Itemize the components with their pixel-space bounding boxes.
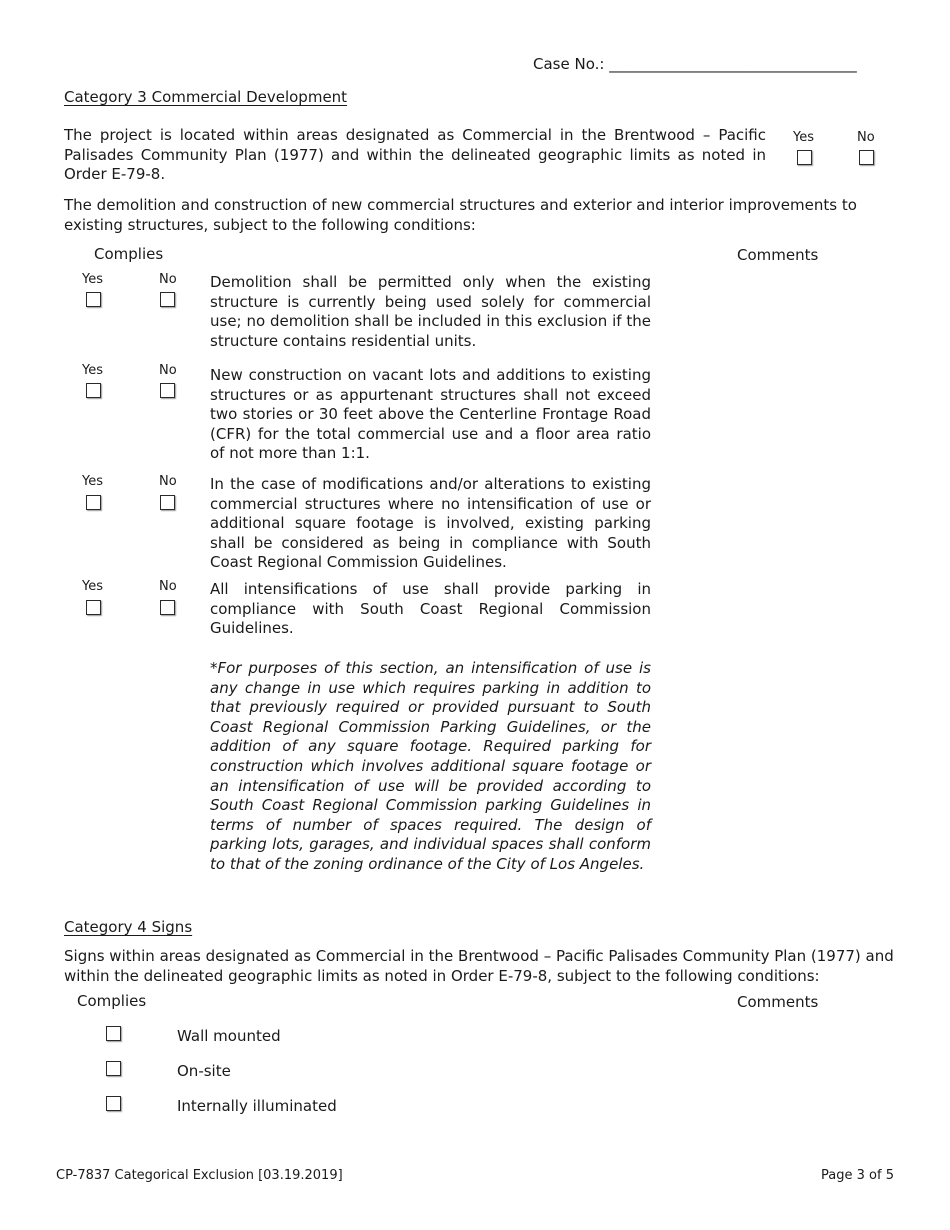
- location-yes-label: Yes: [793, 130, 814, 145]
- location-yes-checkbox[interactable]: [797, 150, 812, 165]
- internally-illuminated-label: Internally illuminated: [177, 1097, 337, 1115]
- footer-form-id: CP-7837 Categorical Exclusion [03.19.2019]: [56, 1168, 343, 1183]
- condition-4-yes-label: Yes: [82, 579, 103, 594]
- condition-2-yes-label: Yes: [82, 363, 103, 378]
- category-4-intro-text: Signs within areas designated as Commercial in the Brentwood – Pacific Palisades Community Plan (1977) and within the delineated geographic limits as noted in Order E-79-8, subject to the following conditions:: [64, 947, 894, 985]
- footer-page-number: Page 3 of 5: [821, 1168, 894, 1183]
- location-no-checkbox[interactable]: [859, 150, 874, 165]
- condition-2-no-checkbox[interactable]: [160, 383, 175, 398]
- condition-1-yes-label: Yes: [82, 272, 103, 287]
- wall-mounted-checkbox[interactable]: [106, 1026, 121, 1041]
- category-3-heading: Category 3 Commercial Development: [64, 88, 348, 106]
- signs-comments-header: Comments: [737, 993, 819, 1011]
- condition-3-text: In the case of modifications and/or alterations to existing commercial structures where no intensification of use or additional square footage is involved, existing parking shall be considered as being in compliance with South Coast Regional Commission Guidelines.: [210, 475, 651, 572]
- case-number-label: Case No.:: [533, 55, 605, 73]
- category-3-intro-text: The demolition and construction of new commercial structures and exterior and interior improvements to existing structures, subject to the following conditions:: [64, 196, 857, 234]
- wall-mounted-label: Wall mounted: [177, 1027, 281, 1045]
- condition-3-no-label: No: [159, 474, 177, 489]
- signs-complies-header: Complies: [77, 992, 147, 1010]
- comments-header: Comments: [737, 246, 819, 264]
- condition-1-no-label: No: [159, 272, 177, 287]
- intensification-footnote: *For purposes of this section, an intensification of use is any change in use which requires parking in addition to that previously required or provided pursuant to South Coast Regional Commission Parking Guidelines, or the addition of any square footage. Required parking for construction which involves additional square footage or an intensification of use will be provided according to South Coast Regional Commission parking Guidelines in terms of number of spaces required. The design of parking lots, garages, and individual spaces shall conform to that of the zoning ordinance of the City of Los Angeles.: [210, 659, 651, 873]
- condition-1-yes-checkbox[interactable]: [86, 292, 101, 307]
- on-site-label: On-site: [177, 1062, 231, 1080]
- condition-2-no-label: No: [159, 363, 177, 378]
- condition-3-no-checkbox[interactable]: [160, 495, 175, 510]
- condition-2-yes-checkbox[interactable]: [86, 383, 101, 398]
- condition-4-no-label: No: [159, 579, 177, 594]
- case-number: [533, 55, 857, 75]
- condition-1-text: Demolition shall be permitted only when the existing structure is currently being used solely for commercial use; no demolition shall be included in this exclusion if the structure contains residential units.: [210, 273, 651, 350]
- location-no-label: No: [857, 130, 875, 145]
- category-4-heading: Category 4 Signs: [64, 918, 193, 936]
- condition-2-text: New construction on vacant lots and additions to existing structures or as appurtenant structures shall not exceed two stories or 30 feet above the Centerline Frontage Road (CFR) for the total commercial use and a floor area ratio of not more than 1:1.: [210, 366, 651, 463]
- condition-4-text: All intensifications of use shall provide parking in compliance with South Coast Regional Commission Guidelines.: [210, 580, 651, 638]
- complies-header: Complies: [94, 245, 164, 263]
- on-site-checkbox[interactable]: [106, 1061, 121, 1076]
- condition-1-no-checkbox[interactable]: [160, 292, 175, 307]
- condition-3-yes-checkbox[interactable]: [86, 495, 101, 510]
- condition-3-yes-label: Yes: [82, 474, 103, 489]
- internally-illuminated-checkbox[interactable]: [106, 1096, 121, 1111]
- category-3-location-text: The project is located within areas designated as Commercial in the Brentwood – Pacific Palisades Community Plan (1977) and within the delineated geographic limits as noted in Order E-79-8.: [64, 126, 766, 184]
- case-number-field[interactable]: _________________________________: [609, 55, 857, 73]
- condition-4-no-checkbox[interactable]: [160, 600, 175, 615]
- condition-4-yes-checkbox[interactable]: [86, 600, 101, 615]
